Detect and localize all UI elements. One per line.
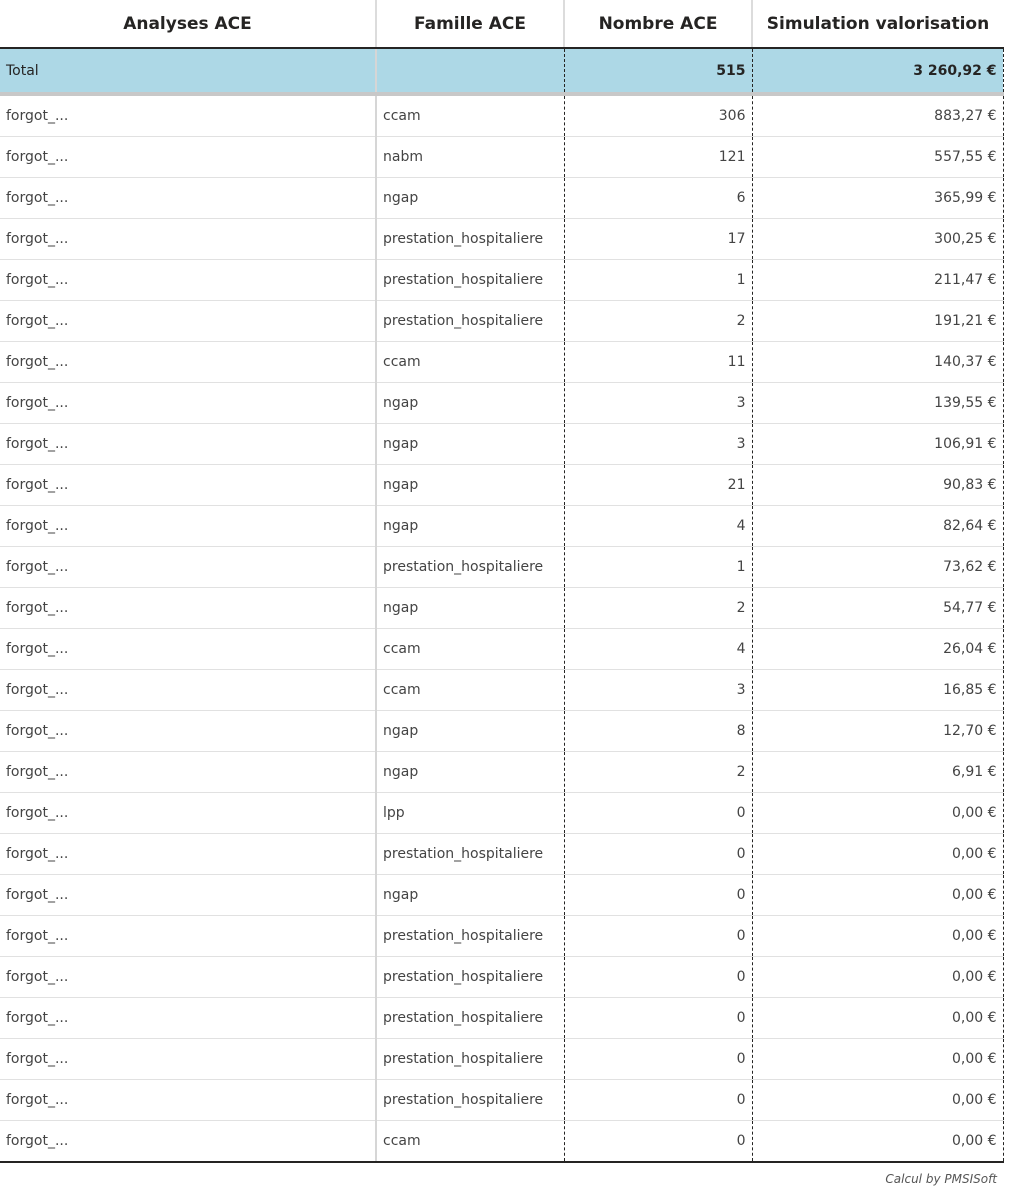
famille-cell: ccam: [376, 670, 564, 711]
analyse-name-cell: forgot_...: [0, 998, 376, 1039]
table-row[interactable]: [0, 465, 1003, 506]
famille-cell: prestation_hospitaliere: [376, 260, 564, 301]
table-row[interactable]: [0, 1121, 1003, 1163]
nombre-cell: 3: [564, 383, 752, 424]
total-valorisation: 3 260,92 €: [752, 48, 1003, 94]
valorisation-cell: 0,00 €: [752, 1080, 1003, 1121]
table-row[interactable]: [0, 711, 1003, 752]
analyse-name-cell: forgot_...: [0, 506, 376, 547]
valorisation-cell: 300,25 €: [752, 219, 1003, 260]
nombre-cell: 0: [564, 957, 752, 998]
footer-credit: Calcul by PMSISoft: [885, 1172, 997, 1186]
table-row[interactable]: [0, 383, 1003, 424]
table-row[interactable]: [0, 998, 1003, 1039]
table-row[interactable]: [0, 875, 1003, 916]
valorisation-cell: 140,37 €: [752, 342, 1003, 383]
valorisation-cell: 106,91 €: [752, 424, 1003, 465]
valorisation-cell: 365,99 €: [752, 178, 1003, 219]
nombre-cell: 1: [564, 260, 752, 301]
table-row[interactable]: [0, 178, 1003, 219]
famille-cell: ccam: [376, 1121, 564, 1163]
table-row[interactable]: [0, 1039, 1003, 1080]
nombre-cell: 306: [564, 94, 752, 137]
valorisation-cell: 0,00 €: [752, 834, 1003, 875]
famille-cell: prestation_hospitaliere: [376, 547, 564, 588]
table-row[interactable]: [0, 916, 1003, 957]
column-header-analyses[interactable]: Analyses ACE: [0, 0, 376, 48]
analyse-name-cell: forgot_...: [0, 629, 376, 670]
famille-cell: prestation_hospitaliere: [376, 834, 564, 875]
valorisation-cell: 6,91 €: [752, 752, 1003, 793]
analyse-name-cell: forgot_...: [0, 1121, 376, 1163]
nombre-cell: 0: [564, 1121, 752, 1163]
table-row[interactable]: [0, 342, 1003, 383]
table-row[interactable]: [0, 547, 1003, 588]
famille-cell: prestation_hospitaliere: [376, 219, 564, 260]
famille-cell: lpp: [376, 793, 564, 834]
valorisation-cell: 12,70 €: [752, 711, 1003, 752]
analyse-name-cell: forgot_...: [0, 752, 376, 793]
famille-cell: ngap: [376, 465, 564, 506]
valorisation-cell: 557,55 €: [752, 137, 1003, 178]
valorisation-cell: 82,64 €: [752, 506, 1003, 547]
valorisation-cell: 16,85 €: [752, 670, 1003, 711]
table-row[interactable]: [0, 957, 1003, 998]
column-header-valorisation[interactable]: Simulation valorisation: [752, 0, 1003, 48]
table-row[interactable]: [0, 588, 1003, 629]
valorisation-cell: 0,00 €: [752, 875, 1003, 916]
table-body: [0, 48, 1003, 1162]
total-famille: [376, 48, 564, 94]
valorisation-cell: 0,00 €: [752, 1121, 1003, 1163]
analyse-name-cell: forgot_...: [0, 424, 376, 465]
analyse-name-cell: forgot_...: [0, 711, 376, 752]
famille-cell: ccam: [376, 94, 564, 137]
valorisation-cell: 191,21 €: [752, 301, 1003, 342]
table-row[interactable]: [0, 670, 1003, 711]
famille-cell: ngap: [376, 588, 564, 629]
total-row[interactable]: [0, 48, 1003, 94]
famille-cell: ngap: [376, 875, 564, 916]
column-header-nombre[interactable]: Nombre ACE: [564, 0, 752, 48]
valorisation-cell: 0,00 €: [752, 916, 1003, 957]
analyse-name-cell: forgot_...: [0, 219, 376, 260]
nombre-cell: 21: [564, 465, 752, 506]
valorisation-cell: 0,00 €: [752, 998, 1003, 1039]
nombre-cell: 2: [564, 752, 752, 793]
analyse-name-cell: forgot_...: [0, 342, 376, 383]
valorisation-cell: 0,00 €: [752, 793, 1003, 834]
analyse-name-cell: forgot_...: [0, 301, 376, 342]
analyse-name-cell: forgot_...: [0, 94, 376, 137]
famille-cell: prestation_hospitaliere: [376, 957, 564, 998]
table-header: [0, 0, 1003, 48]
table-row[interactable]: [0, 94, 1003, 137]
nombre-cell: 4: [564, 629, 752, 670]
famille-cell: prestation_hospitaliere: [376, 1039, 564, 1080]
analyse-name-cell: forgot_...: [0, 875, 376, 916]
nombre-cell: 4: [564, 506, 752, 547]
nombre-cell: 0: [564, 1039, 752, 1080]
table-row[interactable]: [0, 301, 1003, 342]
table-row[interactable]: [0, 506, 1003, 547]
valorisation-cell: 90,83 €: [752, 465, 1003, 506]
analyse-name-cell: forgot_...: [0, 916, 376, 957]
famille-cell: ngap: [376, 424, 564, 465]
valorisation-cell: 73,62 €: [752, 547, 1003, 588]
analyse-name-cell: forgot_...: [0, 1039, 376, 1080]
famille-cell: ccam: [376, 342, 564, 383]
valorisation-cell: 26,04 €: [752, 629, 1003, 670]
table-row[interactable]: [0, 752, 1003, 793]
analyse-name-cell: forgot_...: [0, 465, 376, 506]
famille-cell: prestation_hospitaliere: [376, 998, 564, 1039]
famille-cell: ngap: [376, 506, 564, 547]
nombre-cell: 1: [564, 547, 752, 588]
famille-cell: ngap: [376, 711, 564, 752]
famille-cell: ngap: [376, 383, 564, 424]
nombre-cell: 121: [564, 137, 752, 178]
analyse-name-cell: forgot_...: [0, 834, 376, 875]
nombre-cell: 3: [564, 424, 752, 465]
nombre-cell: 0: [564, 1080, 752, 1121]
nombre-cell: 17: [564, 219, 752, 260]
table-row[interactable]: [0, 137, 1003, 178]
analyse-name-cell: forgot_...: [0, 260, 376, 301]
total-nombre: 515: [564, 48, 752, 94]
table-row[interactable]: [0, 629, 1003, 670]
analyse-name-cell: forgot_...: [0, 1080, 376, 1121]
nombre-cell: 8: [564, 711, 752, 752]
column-header-famille[interactable]: Famille ACE: [376, 0, 564, 48]
famille-cell: nabm: [376, 137, 564, 178]
nombre-cell: 11: [564, 342, 752, 383]
famille-cell: prestation_hospitaliere: [376, 301, 564, 342]
table-row[interactable]: [0, 834, 1003, 875]
nombre-cell: 6: [564, 178, 752, 219]
table-row[interactable]: [0, 1080, 1003, 1121]
nombre-cell: 3: [564, 670, 752, 711]
nombre-cell: 0: [564, 998, 752, 1039]
nombre-cell: 0: [564, 834, 752, 875]
famille-cell: ngap: [376, 178, 564, 219]
valorisation-cell: 211,47 €: [752, 260, 1003, 301]
table-row[interactable]: [0, 424, 1003, 465]
nombre-cell: 0: [564, 875, 752, 916]
analyse-name-cell: forgot_...: [0, 793, 376, 834]
table-row[interactable]: [0, 260, 1003, 301]
valorisation-cell: 0,00 €: [752, 957, 1003, 998]
famille-cell: prestation_hospitaliere: [376, 916, 564, 957]
analyse-name-cell: forgot_...: [0, 383, 376, 424]
famille-cell: ngap: [376, 752, 564, 793]
famille-cell: prestation_hospitaliere: [376, 1080, 564, 1121]
analyse-name-cell: forgot_...: [0, 178, 376, 219]
nombre-cell: 2: [564, 588, 752, 629]
table-row[interactable]: [0, 219, 1003, 260]
valorisation-cell: 139,55 €: [752, 383, 1003, 424]
nombre-cell: 2: [564, 301, 752, 342]
analyse-name-cell: forgot_...: [0, 137, 376, 178]
nombre-cell: 0: [564, 916, 752, 957]
analyse-name-cell: forgot_...: [0, 547, 376, 588]
valorisation-cell: 0,00 €: [752, 1039, 1003, 1080]
valorisation-cell: 54,77 €: [752, 588, 1003, 629]
analyse-name-cell: forgot_...: [0, 588, 376, 629]
analyse-name-cell: forgot_...: [0, 670, 376, 711]
analyse-name-cell: forgot_...: [0, 957, 376, 998]
valorisation-cell: 883,27 €: [752, 94, 1003, 137]
nombre-cell: 0: [564, 793, 752, 834]
famille-cell: ccam: [376, 629, 564, 670]
total-label: Total: [0, 48, 376, 94]
table-row[interactable]: [0, 793, 1003, 834]
